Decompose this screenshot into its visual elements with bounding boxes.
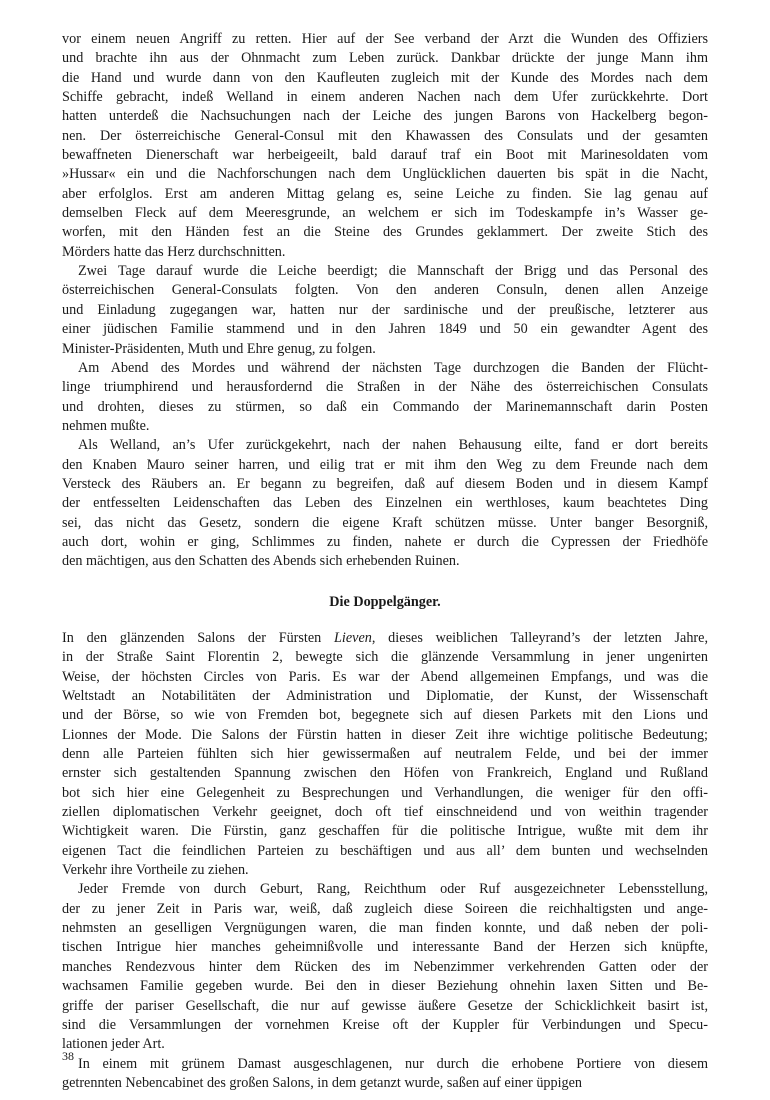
paragraph: [62, 359, 708, 436]
text-line: Verkehr ihre Vortheile zu ziehen.: [62, 862, 249, 879]
section-heading: Die Doppelgänger.: [329, 593, 441, 610]
paragraph: [62, 436, 708, 571]
text-line: und drohten, dieses zu stürmen, so daß ein Commando der Marinemannschaft darin Posten: [62, 398, 708, 415]
paragraph: [62, 1055, 708, 1094]
text-line: vor einem neuen Angriff zu retten. Hier auf der See verband der Arzt die Wunden des Offiziers: [62, 31, 708, 47]
text-line: nehmen mußte.: [62, 417, 150, 434]
text-line: sei, das nicht das Gesetz, sondern die eigene Kraft schützen müsse. Unter banger Besorgniß,: [62, 514, 708, 531]
text-line: Zwei Tage darauf wurde die Leiche beerdigt; die Mannschaft der Brigg und das Personal des: [78, 263, 708, 280]
italic-name: Lieven: [334, 629, 372, 646]
text-line: linge triumphirend und herausfordernd die Straßen in der Nähe des österreichischen Consulats: [62, 379, 708, 396]
text-line: nen. Der österreichische General-Consul mit den Khawassen des Consulats und der gesamten: [62, 127, 708, 144]
text-line: Am Abend des Mordes und während der nächsten Tage durchzogen die Banden der Flücht-: [78, 359, 708, 376]
page-body: [62, 30, 708, 1093]
text-line: Mörders hatte das Herz durchschnitten.: [62, 243, 286, 260]
text-line: der zu jener Zeit in Paris war, weiß, daß zugleich diese Soireen die reichhaltigsten und ange-: [62, 900, 708, 917]
text-line: manches Rendezvous hinter dem Rücken des im Nebenzimmer verkehrenden Gatten oder der: [62, 958, 708, 975]
text-line: und brachte ihn aus der Ohnmacht zum Leben zurück. Dankbar drückte der junge Mann ihm: [62, 50, 708, 67]
text-line: nehmsten an geselligen Vergnügungen waren, die man finden konnte, und daß neben der poli-: [62, 920, 708, 937]
text-line: Minister-Präsidenten, Muth und Ehre genug, zu folgen.: [62, 340, 376, 357]
text-line: ernster sich gestaltenden Spannung zwischen den Höfen von Frankreich, England und Rußland: [62, 765, 708, 782]
text-line: worfen, mit den Händen fest an die Steine des Grundes geklammert. Der zweite Stich des: [62, 224, 708, 241]
text-line: bewaffneten Dienerschaft war herbeigeeilt, bald darauf traf ein Boot mit Marinesoldaten vom: [62, 147, 708, 164]
text-line: Weise, der höchsten Circles von Paris. Es war der Abend allgemeinen Empfangs, und was die: [62, 668, 708, 685]
text-line: hatten unterdeß die Nachsuchungen nach der Leiche des jungen Barons von Hackelberg begon-: [62, 108, 708, 125]
text-line: demselben Fleck auf dem Meeresgrunde, an welchem er sich im Todeskampfe in’s Wasser ge-: [62, 205, 708, 222]
paragraph: [62, 880, 708, 1054]
text-line: tischen Intrigue hier manches geheimnißvolle und interessante Band der Herzen sich knüpfte,: [62, 939, 708, 956]
text-line: aber erfolglos. Erst am anderen Mittag gelang es, seine Leiche zu finden. Sie lag genau auf: [62, 185, 708, 202]
text-line: eigenen Tact die feindlichen Parteien zu beschäftigen und aus all’ dem bunten und wechselnden: [62, 842, 708, 859]
text-line: und Einladung zugegangen war, hatten nur der sardinische und der preußische, letzterer aus: [62, 301, 708, 318]
text-line: In den glänzenden Salons der Fürsten Lieven, dieses weiblichen Talleyrand’s der letzten Jahre,: [62, 629, 708, 646]
paragraph: [62, 262, 708, 359]
text-line: getrennten Nebencabinet des großen Salons, in dem getanzt wurde, saßen auf einer üppigen: [62, 1074, 583, 1091]
text-line: Schiffe gebracht, indeß Welland in einem anderen Nachen nach dem Ufer zurückkehrte. Dort: [62, 89, 708, 106]
text-line: österreichischen General-Consulats folgten. Von den anderen Consuln, denen allen Anzeige: [62, 282, 708, 299]
text-line: »Hussar« ein und die Nachforschungen nach dem Unglücklichen dauerten bis spät in die Nacht,: [62, 166, 708, 183]
text-line: den mächtigen, aus den Schatten des Abends sich erhebenden Ruinen.: [62, 553, 460, 570]
paragraph: [62, 629, 708, 880]
text-line: In einem mit grünem Damast ausgeschlagenen, nur durch die erhobene Portiere von diesem: [78, 1055, 708, 1072]
text-line: sind die Versammlungen der vornehmen Kreise oft der Kuppler für Verbindungen und Specu-: [62, 1016, 708, 1033]
text-line: wachsamen Familie gegeben wurde. Bei den in dieser Beziehung ohnehin laxen Sitten und Be-: [62, 978, 708, 995]
text-line: bot sich hier eine Gelegenheit zu Besprechungen und Verhandlungen, die weniger für den offi-: [62, 784, 708, 801]
text-line: einer jüdischen Familie stammend und in den Jahren 1849 und 50 ein gewandter Agent des: [62, 321, 708, 338]
text-line: in der Straße Saint Florentin 2, bewegte sich die glänzende Versammlung in jener ungenirten: [62, 649, 708, 666]
text-line: Versteck des Räubers an. Er begann zu begreifen, daß auf diesem Boden und in diesem Kampf: [62, 475, 708, 492]
text-line: den Knaben Mauro seiner harren, und eilig trat er mit ihm den Weg zu dem Freunde nach dem: [62, 456, 708, 473]
text-line: Lionnes der Mode. Die Salons der Fürstin hatten in dieser Zeit ihre wichtige politische Bedeutung;: [62, 726, 708, 743]
page-number: 38: [62, 1049, 74, 1063]
text-line: Als Welland, an’s Ufer zurückgekehrt, nach der nahen Behausung eilte, fand er dort bereits: [78, 437, 708, 454]
text-line: Wichtigkeit waren. Die Fürstin, ganz geschaffen für die politische Intrigue, wußte mit dem ihr: [62, 823, 708, 840]
text-line: die Hand und wurde dann von den Kaufleuten zugleich mit der Kunde des Mordes nach dem: [62, 69, 708, 86]
text-line: Weltstadt an Notabilitäten der Administration und Diplomatie, der Kunst, der Wissenschaft: [62, 688, 708, 704]
text-line: auch dort, wohin er ging, Schlimmes zu finden, nahete er durch die Cypressen der Friedhöfe: [62, 533, 708, 550]
text-line: lationen jeder Art.: [62, 1036, 165, 1053]
text-line: und der Börse, so wie von Fremden bot, begegnete sich auf diesen Parkets mit den Lions und: [62, 707, 708, 724]
paragraph: [62, 30, 708, 262]
text-line: denn alle Parteien fühlten sich hier gewissermaßen auf neutralem Felde, und bei der immer: [62, 746, 708, 763]
text-line: Jeder Fremde von durch Geburt, Rang, Reichthum oder Ruf ausgezeichneter Lebensstellung,: [78, 881, 708, 898]
text-line: der entfesselten Leidenschaften das Leben des Einzelnen ein werthloses, kaum beachtetes Ding: [62, 495, 708, 512]
text-line: ziellen diplomatischen Verkehr geeignet, doch oft tief einschneidend und von weithin tragender: [62, 804, 708, 821]
text-line: griffe der pariser Gesellschaft, die nur auf gewisse äußere Gesetze der Schicklichkeit basirt ist,: [62, 997, 708, 1014]
